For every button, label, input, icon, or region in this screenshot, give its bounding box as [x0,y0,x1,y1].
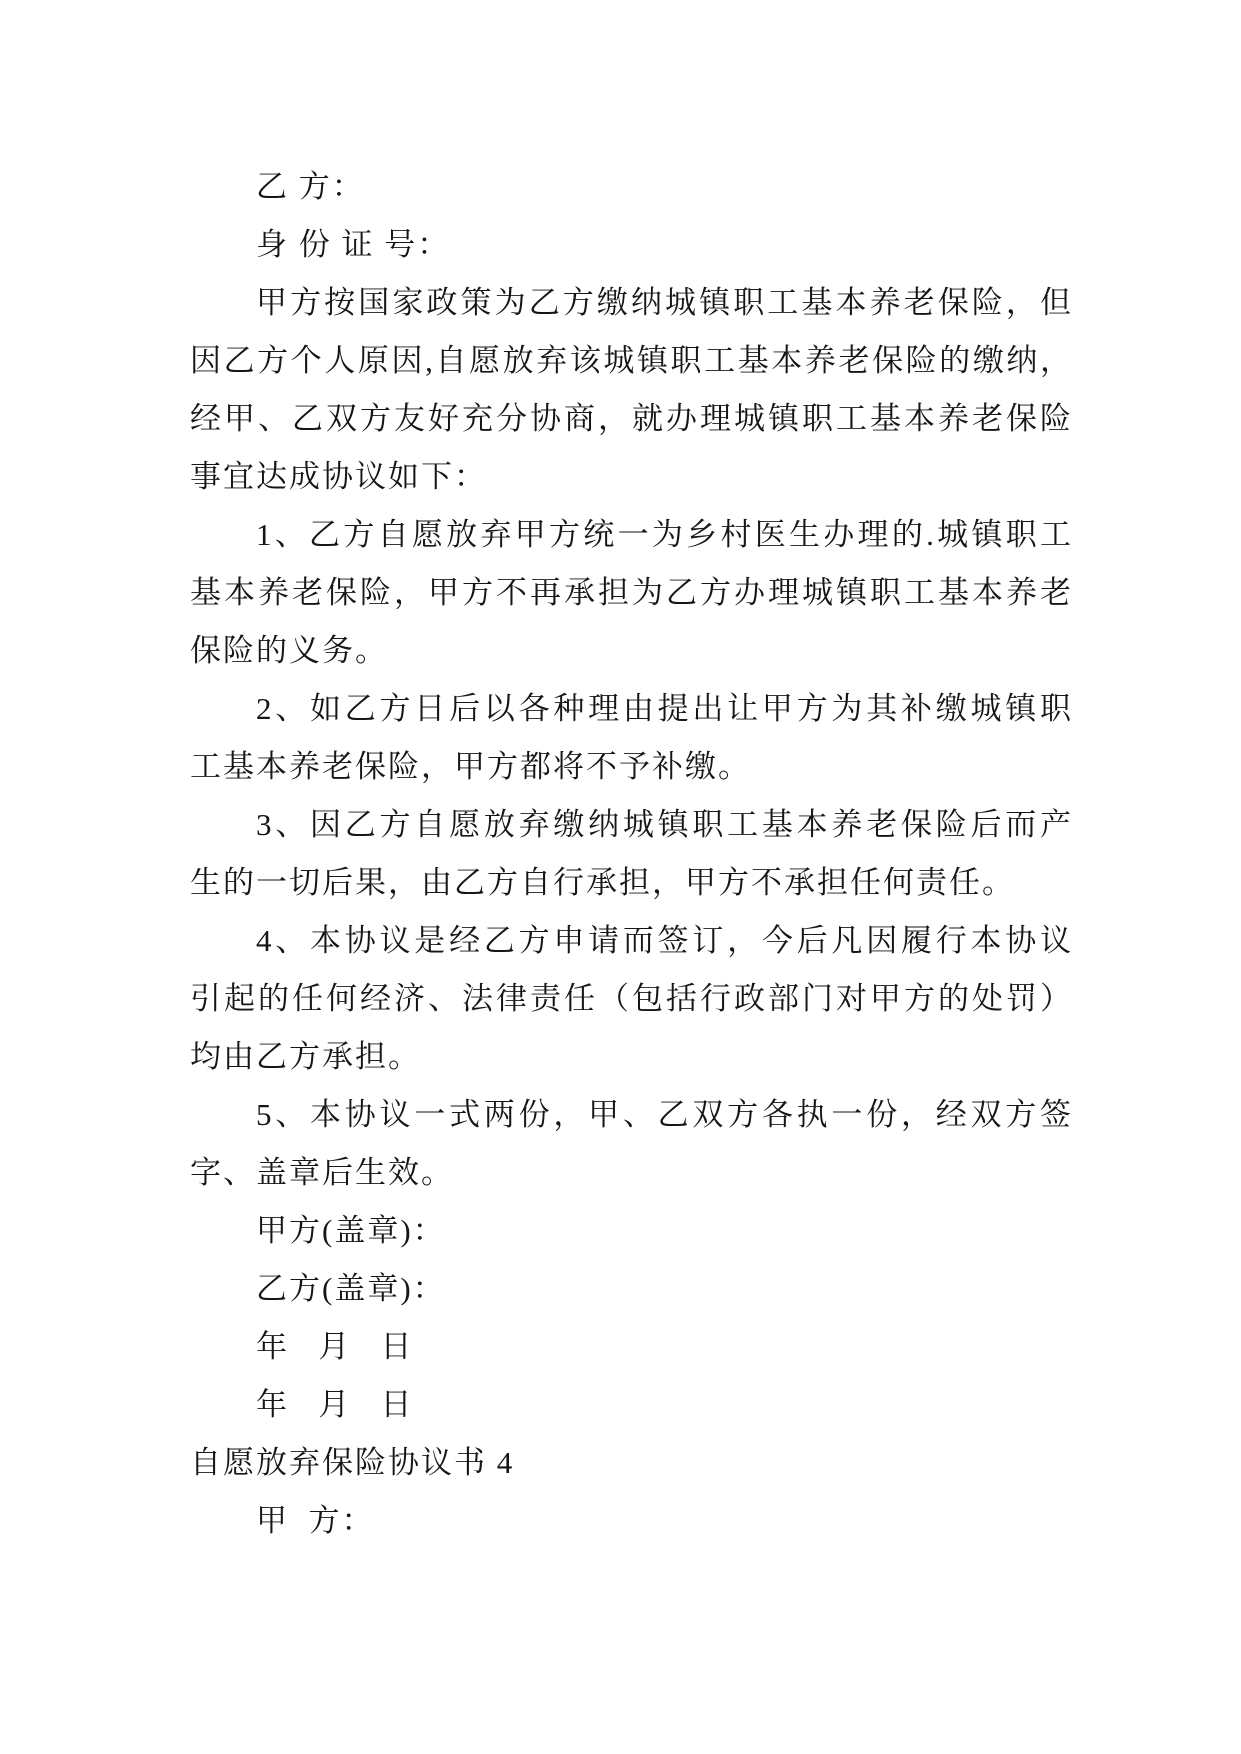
party-a-seal-label: 甲方(盖章)： [256,1213,446,1248]
clause-5-line-2: 字、盖章后生效。 [190,1155,454,1190]
section-heading: 自愿放弃保险协议书 4 [190,1445,515,1480]
preamble-line-2: 因乙方个人原因,自愿放弃该城镇职工基本养老保险的缴纳， [190,343,1073,378]
preamble-line-1: 甲方按国家政策为乙方缴纳城镇职工基本养老保险，但 [256,285,1073,320]
clause-3-line-2: 生的一切后果，由乙方自行承担，甲方不承担任何责任。 [190,865,1015,900]
clause-4-line-1: 4、本协议是经乙方申请而签订，今后凡因履行本协议 [256,923,1073,958]
clause-2-line-2: 工基本养老保险，甲方都将不予补缴。 [190,749,751,784]
clause-1-line-1: 1、乙方自愿放弃甲方统一为乡村医生办理的.城镇职工 [256,517,1073,552]
party-a-label: 甲 方： [256,1503,375,1538]
document-body [190,158,1073,1550]
clause-1-line-3: 保险的义务。 [190,633,388,668]
date-line-2: 年 月 日 [256,1387,414,1422]
clause-1-line-2: 基本养老保险，甲方不再承担为乙方办理城镇职工基本养老 [190,575,1073,610]
preamble-line-3: 经甲、乙双方友好充分协商，就办理城镇职工基本养老保险 [190,401,1073,436]
clause-5-line-1: 5、本协议一式两份，甲、乙双方各执一份，经双方签 [256,1097,1073,1132]
preamble-line-4: 事宜达成协议如下： [190,459,487,494]
id-number-label: 身 份 证 号： [256,227,451,262]
clause-4-line-3: 均由乙方承担。 [190,1039,421,1074]
party-b-seal-label: 乙方(盖章)： [256,1271,446,1306]
clause-4-line-2: 引起的任何经济、法律责任（包括行政部门对甲方的处罚） [190,981,1073,1016]
clause-3-line-1: 3、因乙方自愿放弃缴纳城镇职工基本养老保险后而产 [256,807,1073,842]
clause-2-line-1: 2、如乙方日后以各种理由提出让甲方为其补缴城镇职 [256,691,1073,726]
party-b-label: 乙 方： [256,169,365,204]
date-line-1: 年 月 日 [256,1329,414,1364]
